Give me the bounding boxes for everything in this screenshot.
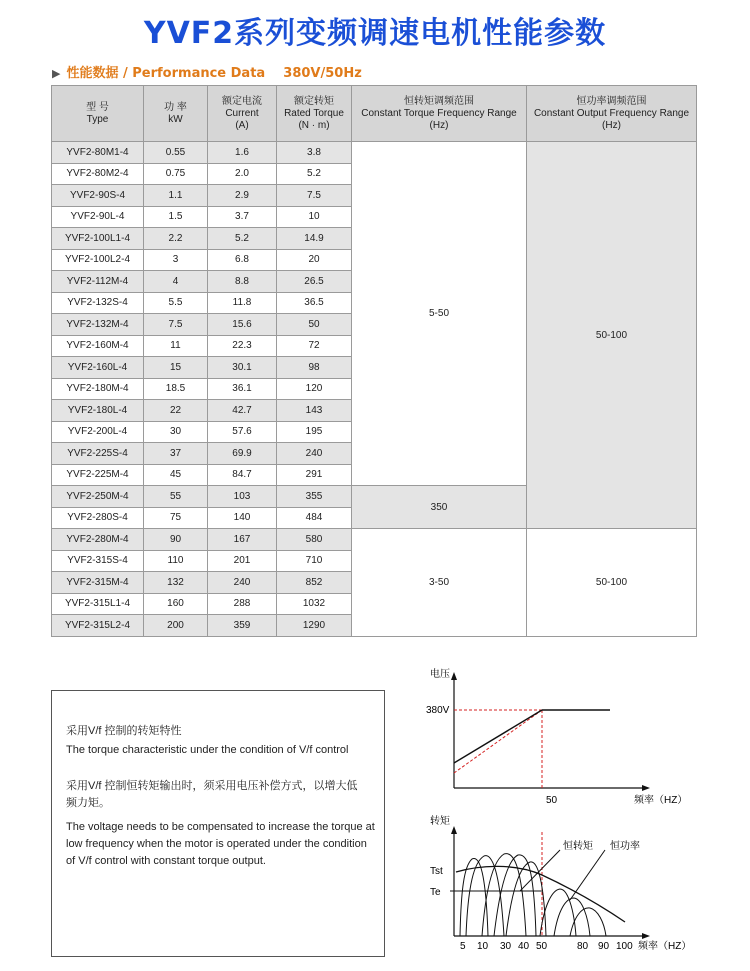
cell-power: 1.5 <box>144 206 208 228</box>
torque-x-ticks <box>460 941 633 952</box>
cell-type: YVF2-160M-4 <box>52 335 144 357</box>
cell-power: 110 <box>144 550 208 572</box>
section-subtitle <box>52 62 362 81</box>
cell-current: 288 <box>208 593 277 615</box>
cell-current: 6.8 <box>208 249 277 271</box>
cell-power: 22 <box>144 400 208 422</box>
performance-table <box>51 85 697 637</box>
header-current <box>208 86 277 142</box>
vf-compensated-line <box>454 710 542 763</box>
cell-current: 103 <box>208 486 277 508</box>
vf-control-note <box>51 690 385 957</box>
cell-current: 69.9 <box>208 443 277 465</box>
cell-torque: 5.2 <box>277 163 352 185</box>
cell-type: YVF2-112M-4 <box>52 271 144 293</box>
cell-torque: 72 <box>277 335 352 357</box>
header-co-en: Constant Output Frequency Range <box>533 107 690 119</box>
cell-power: 0.75 <box>144 163 208 185</box>
note-title-cn: 采用V/f 控制的转矩特性 <box>66 725 182 737</box>
cell-current: 201 <box>208 550 277 572</box>
cell-power: 55 <box>144 486 208 508</box>
header-type-cn: 型 号 <box>86 101 109 113</box>
x-tick-label: 10 <box>477 941 489 952</box>
note-body-en: The voltage needs to be compensated to increase the torque at low frequency when the motor is operated under the condition of V/f control with constant torque output. <box>66 821 375 867</box>
cell-current: 1.6 <box>208 142 277 164</box>
header-ct-en: Constant Torque Frequency Range <box>361 107 517 119</box>
torque-x-arrow-icon <box>642 933 650 939</box>
header-ct-unit: (Hz) <box>429 119 449 131</box>
header-power-cn: 功 率 <box>164 101 187 113</box>
header-co-range <box>527 86 697 142</box>
cell-torque: 3.8 <box>277 142 352 164</box>
freq-50-label: 50 <box>546 795 558 806</box>
note-body-cn: 采用V/f 控制恒转矩输出时，须采用电压补偿方式，以增大低频力矩。 <box>66 780 358 809</box>
cell-current: 3.7 <box>208 206 277 228</box>
cell-torque: 1032 <box>277 593 352 615</box>
torque-curve-50hz <box>506 862 546 936</box>
cell-type: YVF2-90S-4 <box>52 185 144 207</box>
cell-power: 1.1 <box>144 185 208 207</box>
cell-type: YVF2-80M1-4 <box>52 142 144 164</box>
co-range-cell: 50-100 <box>527 142 697 529</box>
vf-linear-line <box>454 710 542 773</box>
torque-y-arrow-icon <box>451 826 457 834</box>
ct-range-cell: 5-50 <box>352 142 527 486</box>
header-torque-cn: 额定转矩 <box>294 95 334 107</box>
cell-type: YVF2-132M-4 <box>52 314 144 336</box>
cell-type: YVF2-200L-4 <box>52 421 144 443</box>
subtitle-text: 性能数据 / Performance Data 380V/50Hz <box>66 66 362 81</box>
ct-pointer-line <box>520 850 560 891</box>
cell-current: 57.6 <box>208 421 277 443</box>
x-tick-label: 30 <box>500 941 512 952</box>
cell-type: YVF2-180M-4 <box>52 378 144 400</box>
x-tick-label: 100 <box>616 941 633 952</box>
cell-torque: 291 <box>277 464 352 486</box>
header-co-cn: 恒功率调频范围 <box>576 95 647 107</box>
cell-type: YVF2-315M-4 <box>52 572 144 594</box>
torque-envelope-curve <box>456 866 625 922</box>
cell-type: YVF2-315L2-4 <box>52 615 144 637</box>
cell-type: YVF2-280M-4 <box>52 529 144 551</box>
cell-type: YVF2-225S-4 <box>52 443 144 465</box>
x-tick-label: 40 <box>518 941 530 952</box>
cell-type: YVF2-180L-4 <box>52 400 144 422</box>
cell-type: YVF2-80M2-4 <box>52 163 144 185</box>
torque-freq-suffix-label: 频率 <box>638 941 658 952</box>
cell-current: 359 <box>208 615 277 637</box>
cell-current: 2.9 <box>208 185 277 207</box>
cell-power: 37 <box>144 443 208 465</box>
play-triangle-icon: ▶ <box>52 67 61 80</box>
header-torque-unit: (N · m) <box>298 119 330 131</box>
x-tick-label: 5 <box>460 941 466 952</box>
cell-current: 15.6 <box>208 314 277 336</box>
torque-curve-90hz <box>554 898 590 936</box>
cell-current: 5.2 <box>208 228 277 250</box>
table-row <box>52 142 697 164</box>
page-title: YVF2系列变频调速电机性能参数 <box>143 16 607 51</box>
header-torque <box>277 86 352 142</box>
cell-current: 11.8 <box>208 292 277 314</box>
table-header-row <box>52 86 697 142</box>
cell-torque: 20 <box>277 249 352 271</box>
cell-torque: 484 <box>277 507 352 529</box>
cell-current: 2.0 <box>208 163 277 185</box>
header-current-cn: 额定电流 <box>222 95 262 107</box>
co-range-cell: 50-100 <box>527 529 697 637</box>
constant-torque-label: 恒转矩 <box>563 841 593 852</box>
cell-torque: 240 <box>277 443 352 465</box>
cell-torque: 98 <box>277 357 352 379</box>
header-ct-range <box>352 86 527 142</box>
torque-curve-10hz <box>466 856 504 936</box>
constant-power-label: 恒功率 <box>610 841 640 852</box>
cell-current: 42.7 <box>208 400 277 422</box>
header-ct-cn: 恒转矩调频范围 <box>404 95 474 107</box>
header-current-en: Current <box>225 107 259 119</box>
cell-torque: 710 <box>277 550 352 572</box>
cell-type: YVF2-250M-4 <box>52 486 144 508</box>
cell-type: YVF2-100L2-4 <box>52 249 144 271</box>
cell-torque: 36.5 <box>277 292 352 314</box>
cell-power: 200 <box>144 615 208 637</box>
cell-type: YVF2-315L1-4 <box>52 593 144 615</box>
cell-torque: 14.9 <box>277 228 352 250</box>
cell-torque: 143 <box>277 400 352 422</box>
cell-current: 30.1 <box>208 357 277 379</box>
voltage-x-arrow-icon <box>642 785 650 791</box>
cell-power: 2.2 <box>144 228 208 250</box>
cell-power: 132 <box>144 572 208 594</box>
header-current-unit: (A) <box>235 119 249 131</box>
note-title-en: The torque characteristic under the condition of V/f control <box>66 744 349 756</box>
header-power <box>144 86 208 142</box>
torque-axis-label: 转矩 <box>430 816 450 827</box>
header-type-en: Type <box>86 113 109 125</box>
cell-torque: 7.5 <box>277 185 352 207</box>
cell-type: YVF2-225M-4 <box>52 464 144 486</box>
tst-label: Tst <box>430 866 443 877</box>
cell-type: YVF2-160L-4 <box>52 357 144 379</box>
cell-current: 240 <box>208 572 277 594</box>
x-tick-label: 90 <box>598 941 610 952</box>
cp-pointer-line <box>570 850 605 900</box>
cell-torque: 120 <box>277 378 352 400</box>
cell-power: 7.5 <box>144 314 208 336</box>
voltage-axis-label: 电压 <box>430 669 450 680</box>
cell-type: YVF2-315S-4 <box>52 550 144 572</box>
cell-torque: 852 <box>277 572 352 594</box>
cell-power: 90 <box>144 529 208 551</box>
cell-current: 22.3 <box>208 335 277 357</box>
cell-power: 4 <box>144 271 208 293</box>
torque-freq-unit-label: （HZ） <box>658 941 692 952</box>
cell-type: YVF2-100L1-4 <box>52 228 144 250</box>
cell-power: 45 <box>144 464 208 486</box>
cell-power: 3 <box>144 249 208 271</box>
cell-torque: 1290 <box>277 615 352 637</box>
cell-power: 30 <box>144 421 208 443</box>
cell-torque: 195 <box>277 421 352 443</box>
cell-type: YVF2-90L-4 <box>52 206 144 228</box>
cell-power: 75 <box>144 507 208 529</box>
header-power-en: kW <box>168 113 183 125</box>
cell-type: YVF2-280S-4 <box>52 507 144 529</box>
cell-power: 15 <box>144 357 208 379</box>
x-tick-label: 80 <box>577 941 589 952</box>
cell-torque: 50 <box>277 314 352 336</box>
te-label: Te <box>430 887 441 898</box>
vf-characteristic-chart <box>420 660 700 960</box>
cell-torque: 355 <box>277 486 352 508</box>
ct-range-cell: 350 <box>352 486 527 529</box>
cell-current: 167 <box>208 529 277 551</box>
cell-power: 11 <box>144 335 208 357</box>
freq-axis-label: 频率（HZ） <box>634 795 688 806</box>
x-tick-label: 50 <box>536 941 548 952</box>
cell-torque: 10 <box>277 206 352 228</box>
header-torque-en: Rated Torque <box>284 107 344 119</box>
voltage-y-arrow-icon <box>451 672 457 680</box>
header-co-unit: (Hz) <box>602 119 621 131</box>
cell-current: 140 <box>208 507 277 529</box>
voltage-value-label: 380V <box>426 705 450 716</box>
cell-power: 0.55 <box>144 142 208 164</box>
table-row <box>52 529 697 551</box>
cell-current: 36.1 <box>208 378 277 400</box>
header-type <box>52 86 144 142</box>
cell-type: YVF2-132S-4 <box>52 292 144 314</box>
cell-current: 8.8 <box>208 271 277 293</box>
cell-torque: 580 <box>277 529 352 551</box>
cell-current: 84.7 <box>208 464 277 486</box>
cell-torque: 26.5 <box>277 271 352 293</box>
cell-power: 18.5 <box>144 378 208 400</box>
cell-power: 5.5 <box>144 292 208 314</box>
cell-power: 160 <box>144 593 208 615</box>
ct-range-cell: 3-50 <box>352 529 527 637</box>
